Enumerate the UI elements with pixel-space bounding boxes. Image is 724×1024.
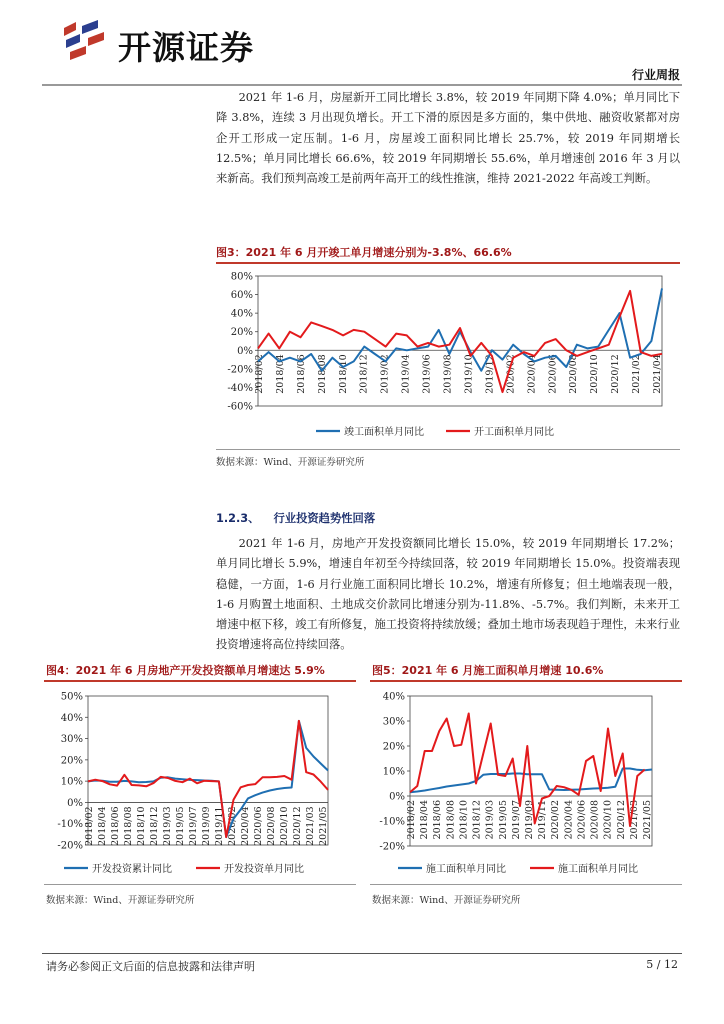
x-tick-label: 2020/12 <box>292 806 303 846</box>
x-tick-label: 2019/12 <box>484 354 496 394</box>
y-tick-label: 30% <box>60 734 83 746</box>
y-tick-label: 50% <box>60 691 83 703</box>
legend-label-2: 施工面积单月同比 <box>558 864 638 875</box>
legend-label-1: 竣工面积单月同比 <box>344 427 424 438</box>
x-tick-label: 2019/11 <box>537 800 549 840</box>
y-tick-label: 30% <box>382 716 405 728</box>
x-tick-label: 2020/12 <box>615 800 627 840</box>
x-tick-label: 2019/07 <box>188 806 199 846</box>
legend-label-1: 施工面积单月同比 <box>426 864 506 875</box>
y-tick-label: 60% <box>230 290 253 302</box>
x-tick-label: 2021/04 <box>652 354 663 394</box>
y-tick-label: -20% <box>379 841 405 853</box>
footer-divider <box>42 953 682 954</box>
report-type-label: 行业周报 <box>631 68 680 82</box>
figure3-source-rule <box>216 449 680 450</box>
legend-label-2: 开发投资单月同比 <box>224 864 304 875</box>
x-tick-label: 2020/06 <box>253 806 264 846</box>
y-tick-label: 0% <box>389 791 405 803</box>
x-tick-label: 2018/06 <box>432 800 444 840</box>
x-tick-label: 2020/02 <box>505 354 517 394</box>
footer-disclaimer: 请务必参阅正文后面的信息披露和法律声明 <box>46 960 255 973</box>
x-tick-label: 2019/11 <box>214 806 225 846</box>
x-tick-label: 2020/10 <box>589 354 601 394</box>
x-tick-label: 2020/02 <box>227 806 238 846</box>
y-tick-label: 10% <box>60 776 83 788</box>
y-tick-label: -20% <box>227 364 253 376</box>
x-tick-label: 2020/10 <box>279 806 290 846</box>
x-tick-label: 2020/10 <box>602 800 614 840</box>
header-divider <box>42 84 682 86</box>
y-tick-label: 20% <box>60 755 83 767</box>
page-number: 5 / 12 <box>646 958 678 971</box>
x-tick-label: 2020/12 <box>610 354 622 394</box>
x-tick-label: 2018/06 <box>110 806 121 846</box>
x-tick-label: 2020/06 <box>576 800 588 840</box>
x-tick-label: 2021/03 <box>628 800 640 840</box>
x-tick-label: 2020/08 <box>266 806 277 846</box>
y-tick-label: 40% <box>230 308 253 320</box>
x-tick-label: 2018/02 <box>406 800 417 840</box>
x-tick-label: 2018/12 <box>149 806 160 846</box>
figure5-title-rule <box>370 680 682 682</box>
x-tick-label: 2018/12 <box>358 354 370 394</box>
x-tick-label: 2020/04 <box>240 806 251 846</box>
x-tick-label: 2019/08 <box>442 354 454 394</box>
figure3-title-rule <box>216 262 680 264</box>
figure4-title: 图4：2021 年 6 月房地产开发投资额单月增速达 5.9% <box>46 664 325 677</box>
x-tick-label: 2019/06 <box>421 354 433 394</box>
section-title <box>216 510 375 526</box>
x-tick-label: 2018/10 <box>136 806 147 846</box>
intro-paragraph <box>216 88 680 189</box>
x-tick-label: 2020/08 <box>568 354 580 394</box>
x-tick-label: 2019/05 <box>175 806 186 846</box>
x-tick-label: 2021/02 <box>631 354 643 394</box>
x-tick-label: 2018/08 <box>445 800 457 840</box>
figure3-chart <box>216 266 680 446</box>
x-tick-label: 2020/08 <box>589 800 601 840</box>
figure4-chart <box>44 684 356 880</box>
y-tick-label: 80% <box>230 271 253 283</box>
y-tick-label: -10% <box>57 819 83 831</box>
y-tick-label: 40% <box>60 712 83 724</box>
y-tick-label: -10% <box>379 816 405 828</box>
x-tick-label: 2018/10 <box>458 800 470 840</box>
figure3-source: 数据来源：Wind、开源证券研究所 <box>216 457 365 468</box>
figure4-source: 数据来源：Wind、开源证券研究所 <box>46 895 195 906</box>
figure5-title: 图5：2021 年 6 月施工面积单月增速 10.6% <box>372 664 604 677</box>
x-tick-label: 2020/04 <box>526 354 538 394</box>
figure3-title: 图3：2021 年 6 月开竣工单月增速分别为-3.8%、66.6% <box>216 246 512 259</box>
y-tick-label: -40% <box>227 382 253 394</box>
x-tick-label: 2018/04 <box>97 806 108 846</box>
section-number: 1.2.3、 <box>216 512 260 525</box>
figure5-source: 数据来源：Wind、开源证券研究所 <box>372 895 521 906</box>
x-tick-label: 2019/10 <box>463 354 475 394</box>
x-tick-label: 2021/03 <box>305 806 316 846</box>
y-tick-label: 0% <box>67 797 83 809</box>
legend-label-1: 开发投资累计同比 <box>92 864 172 875</box>
x-tick-label: 2020/06 <box>547 354 559 394</box>
kaiyuan-logo-icon <box>58 20 118 64</box>
x-tick-label: 2018/04 <box>274 354 286 394</box>
legend-label-2: 开工面积单月同比 <box>474 427 554 438</box>
x-tick-label: 2020/04 <box>563 800 575 840</box>
section-title-text: 行业投资趋势性回落 <box>273 512 376 525</box>
x-tick-label: 2019/03 <box>484 800 496 840</box>
x-tick-label: 2018/04 <box>419 800 431 840</box>
x-tick-label: 2019/02 <box>379 354 391 394</box>
figure5-chart <box>370 684 682 880</box>
y-tick-label: 40% <box>382 691 405 703</box>
x-tick-label: 2018/08 <box>123 806 134 846</box>
y-tick-label: -20% <box>57 840 83 852</box>
x-tick-label: 2018/02 <box>84 806 95 846</box>
x-tick-label: 2019/03 <box>162 806 173 846</box>
section-paragraph <box>216 534 680 656</box>
x-tick-label: 2019/05 <box>497 800 509 840</box>
company-logo-text: 开源证券 <box>118 28 254 67</box>
figure4-source-rule <box>44 884 356 885</box>
x-tick-label: 2019/09 <box>524 800 535 840</box>
x-tick-label: 2018/02 <box>254 354 265 394</box>
x-tick-label: 2018/06 <box>295 354 307 394</box>
x-tick-label: 2020/02 <box>550 800 562 840</box>
x-tick-label: 2018/10 <box>337 354 349 394</box>
x-tick-label: 2021/05 <box>642 800 653 840</box>
section-paragraph-text: 2021 年 1-6 月，房地产开发投资额同比增长 15.0%，较 2019 年同期增长 17.2%；单月同比增长 5.9%，增速自年初至今持续回落，较 2019 年同期增长 15.0%。投资端表现稳健，一方面，1-6 月行业施工面积同比增长 10.2%，增速有所修复；但土地端表现一般，1-6 月购置土地面积、土地成交价款同比增速分别为-11.8%、-5.7%。我们判断，未来开工增速中枢下移，竣工有所修复，施工投资将持续放缓；叠加土地市场表现趋于理性，未来行业投资增速将高位持续回落。 <box>216 537 680 652</box>
y-tick-label: 0% <box>237 345 253 357</box>
y-tick-label: 20% <box>382 741 405 753</box>
y-tick-label: -60% <box>227 401 253 413</box>
x-tick-label: 2019/04 <box>400 354 412 394</box>
intro-paragraph-text: 2021 年 1-6 月，房屋新开工同比增长 3.8%，较 2019 年同期下降 4.0%；单月同比下降 3.8%，连续 3 月出现负增长。开工下滑的原因是多方面的，集中供地、融资收紧都对房企开工形成一定压制。1-6 月，房屋竣工面积同比增长 25.7%，较 2019 年同期增长 12.5%；单月同比增长 66.6%，较 2019 年同期增长 55.6%，单月增速创 2016 年 3 月以来新高。我们预判高竣工是前两年高开工的线性推演，维持 2021-2022 年高竣工判断。 <box>216 91 680 186</box>
x-tick-label: 2018/12 <box>471 800 483 840</box>
x-tick-label: 2018/08 <box>316 354 328 394</box>
y-tick-label: 20% <box>230 327 253 339</box>
x-tick-label: 2021/05 <box>318 806 329 846</box>
y-tick-label: 10% <box>382 766 405 778</box>
figure4-title-rule <box>44 680 356 682</box>
x-tick-label: 2019/09 <box>201 806 212 846</box>
figure5-source-rule <box>370 884 682 885</box>
x-tick-label: 2019/07 <box>510 800 522 840</box>
